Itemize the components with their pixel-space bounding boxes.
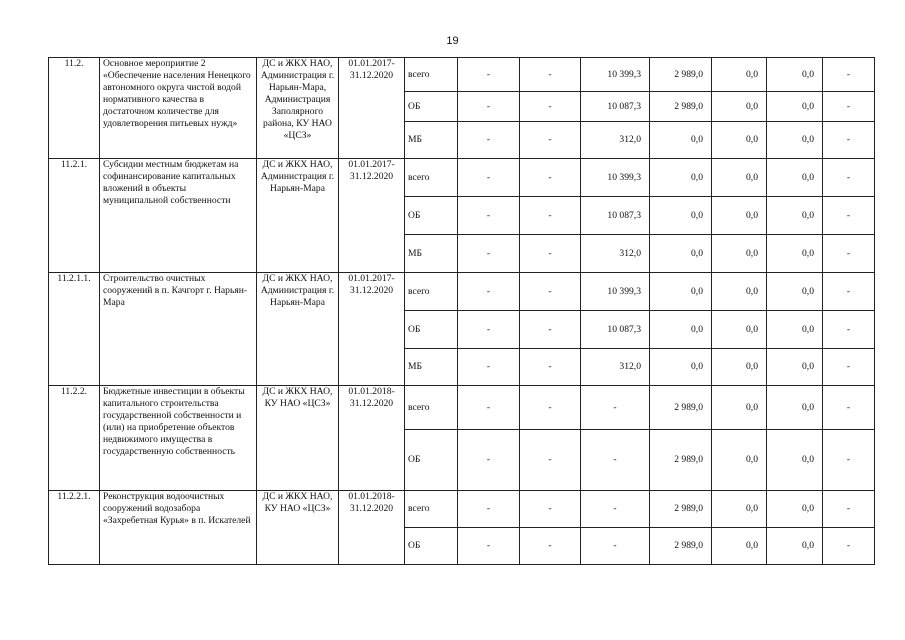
funding-value: 0,0 [650, 122, 712, 159]
funding-value: - [823, 235, 875, 273]
funding-value: 10 087,3 [581, 197, 650, 235]
funding-value: 10 399,3 [581, 273, 650, 311]
funding-value: - [581, 430, 650, 491]
funding-value: - [520, 528, 581, 565]
funding-value: 0,0 [712, 491, 767, 528]
measure-code: 11.2.1.1. [49, 273, 100, 386]
funding-value: - [520, 491, 581, 528]
funding-value: 2 989,0 [650, 491, 712, 528]
funding-value: 0,0 [650, 311, 712, 349]
funding-value: 0,0 [767, 58, 823, 92]
funding-value: - [823, 311, 875, 349]
funding-value: - [458, 58, 520, 92]
funding-value: 0,0 [650, 197, 712, 235]
measure-period: 01.01.2017-31.12.2020 [339, 159, 405, 273]
funding-value: 10 399,3 [581, 159, 650, 197]
funding-value: 0,0 [767, 430, 823, 491]
funding-value: 0,0 [650, 159, 712, 197]
funding-value: 2 989,0 [650, 386, 712, 430]
funding-source: ОБ [405, 430, 458, 491]
funding-source: всего [405, 58, 458, 92]
funding-value: 0,0 [712, 311, 767, 349]
measure-code: 11.2.2.1. [49, 491, 100, 565]
funding-value: 0,0 [650, 273, 712, 311]
measure-executor: ДС и ЖКХ НАО, КУ НАО «ЦСЗ» [257, 386, 339, 491]
funding-value: 0,0 [712, 235, 767, 273]
funding-value: - [520, 159, 581, 197]
funding-source: всего [405, 386, 458, 430]
funding-value: 2 989,0 [650, 92, 712, 122]
funding-value: - [823, 386, 875, 430]
measure-executor: ДС и ЖКХ НАО, Администрация г. Нарьян-Мара [257, 273, 339, 386]
funding-value: - [520, 92, 581, 122]
funding-value: - [458, 386, 520, 430]
funding-value: - [823, 122, 875, 159]
funding-value: 0,0 [712, 159, 767, 197]
funding-value: 0,0 [712, 58, 767, 92]
funding-source: всего [405, 273, 458, 311]
funding-value: 0,0 [712, 92, 767, 122]
funding-value: 0,0 [712, 197, 767, 235]
funding-value: 0,0 [650, 235, 712, 273]
funding-value: 0,0 [712, 430, 767, 491]
funding-value: - [458, 430, 520, 491]
funding-source: всего [405, 491, 458, 528]
measure-period: 01.01.2018-31.12.2020 [339, 491, 405, 565]
funding-value: - [458, 349, 520, 386]
page-number: 19 [446, 35, 459, 47]
funding-value: 0,0 [650, 349, 712, 386]
funding-value: - [520, 311, 581, 349]
funding-value: - [823, 430, 875, 491]
measure-name: Основное мероприятие 2 «Обеспечение населения Ненецкого автономного округа чистой водой нормативного качества в достаточном количестве для удовлетворения питьевых нужд» [100, 58, 257, 159]
funding-value: 312,0 [581, 235, 650, 273]
table-row [49, 273, 875, 311]
funding-value: - [823, 159, 875, 197]
funding-source: ОБ [405, 92, 458, 122]
measure-code: 11.2.1. [49, 159, 100, 273]
measure-name: Строительство очистных сооружений в п. Качгорт г. Нарьян-Мара [100, 273, 257, 386]
measure-period: 01.01.2018-31.12.2020 [339, 386, 405, 491]
funding-value: 0,0 [767, 159, 823, 197]
funding-value: - [458, 122, 520, 159]
measure-period: 01.01.2017-31.12.2020 [339, 273, 405, 386]
funding-source: всего [405, 159, 458, 197]
funding-value: - [520, 273, 581, 311]
funding-value: 2 989,0 [650, 58, 712, 92]
funding-source: ОБ [405, 528, 458, 565]
measure-executor: ДС и ЖКХ НАО, КУ НАО «ЦСЗ» [257, 491, 339, 565]
funding-value: 0,0 [767, 349, 823, 386]
funding-value: 0,0 [712, 122, 767, 159]
funding-value: - [458, 235, 520, 273]
funding-value: - [581, 528, 650, 565]
funding-value: - [458, 92, 520, 122]
funding-value: 312,0 [581, 349, 650, 386]
measure-name: Бюджетные инвестиции в объекты капитального строительства государственной собственности и (или) на приобретение объектов недвижимого имущества в государственную собственность [100, 386, 257, 491]
funding-value: 0,0 [712, 528, 767, 565]
funding-value: 0,0 [712, 349, 767, 386]
funding-value: - [458, 273, 520, 311]
funding-value: - [520, 122, 581, 159]
funding-value: 0,0 [767, 122, 823, 159]
funding-value: - [520, 197, 581, 235]
table-row [49, 491, 875, 528]
funding-value: 2 989,0 [650, 430, 712, 491]
measure-name: Субсидии местным бюджетам на софинансирование капитальных вложений в объекты муниципальной собственности [100, 159, 257, 273]
funding-value: - [458, 491, 520, 528]
measure-executor: ДС и ЖКХ НАО, Администрация г. Нарьян-Мара, Администрация Заполярного района, КУ НАО «ЦСЗ» [257, 58, 339, 159]
funding-value: 10 087,3 [581, 311, 650, 349]
funding-value: 0,0 [767, 311, 823, 349]
program-budget-table [48, 57, 875, 565]
funding-value: 0,0 [767, 491, 823, 528]
funding-value: - [520, 349, 581, 386]
funding-value: - [520, 58, 581, 92]
funding-value: 10 399,3 [581, 58, 650, 92]
measure-executor: ДС и ЖКХ НАО, Администрация г. Нарьян-Мара [257, 159, 339, 273]
funding-value: 10 087,3 [581, 92, 650, 122]
funding-source: ОБ [405, 197, 458, 235]
table-row [49, 386, 875, 430]
funding-source: ОБ [405, 311, 458, 349]
funding-value: - [458, 197, 520, 235]
measure-name: Реконструкция водоочистных сооружений водозабора «Захребетная Курья» в п. Искателей [100, 491, 257, 565]
funding-value: - [458, 311, 520, 349]
funding-value: - [520, 235, 581, 273]
funding-value: 0,0 [767, 92, 823, 122]
funding-value: - [520, 386, 581, 430]
funding-value: 2 989,0 [650, 528, 712, 565]
funding-value: - [823, 528, 875, 565]
funding-value: - [458, 528, 520, 565]
funding-value: - [520, 430, 581, 491]
funding-value: - [823, 349, 875, 386]
funding-source: МБ [405, 349, 458, 386]
funding-value: 0,0 [712, 273, 767, 311]
funding-value: - [823, 92, 875, 122]
table-row [49, 58, 875, 92]
funding-value: - [823, 197, 875, 235]
measure-code: 11.2.2. [49, 386, 100, 491]
funding-value: - [581, 491, 650, 528]
funding-value: 0,0 [767, 235, 823, 273]
funding-value: 312,0 [581, 122, 650, 159]
funding-value: - [823, 273, 875, 311]
measure-code: 11.2. [49, 58, 100, 159]
funding-value: - [823, 491, 875, 528]
table-row [49, 159, 875, 197]
funding-value: 0,0 [767, 273, 823, 311]
funding-value: - [458, 159, 520, 197]
funding-value: 0,0 [767, 528, 823, 565]
funding-value: - [581, 386, 650, 430]
funding-source: МБ [405, 235, 458, 273]
funding-source: МБ [405, 122, 458, 159]
funding-value: 0,0 [712, 386, 767, 430]
funding-value: 0,0 [767, 386, 823, 430]
funding-value: 0,0 [767, 197, 823, 235]
measure-period: 01.01.2017-31.12.2020 [339, 58, 405, 159]
funding-value: - [823, 58, 875, 92]
table-body [49, 58, 875, 565]
